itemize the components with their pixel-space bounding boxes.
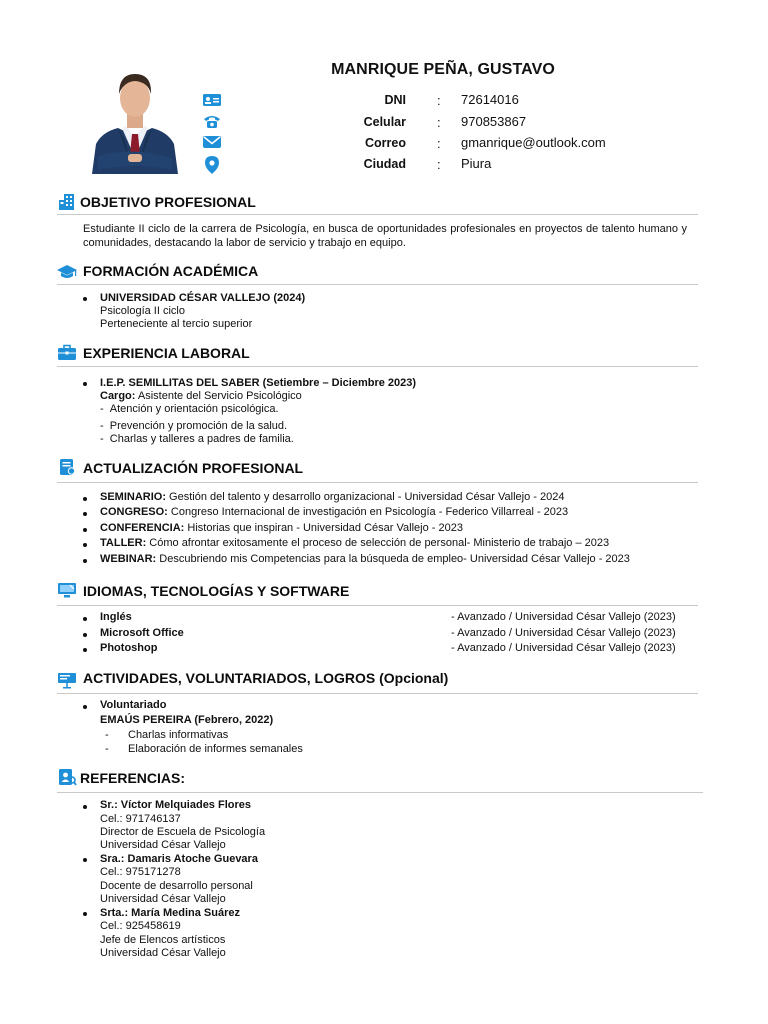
section-divider xyxy=(57,366,698,367)
reference-org: Universidad César Vallejo xyxy=(100,947,226,959)
list-bullet xyxy=(83,648,87,652)
contact-label-city: Ciudad xyxy=(363,157,406,171)
section-title-objective: OBJETIVO PROFESIONAL xyxy=(80,194,256,210)
list-bullet xyxy=(83,559,87,563)
education-line: Psicología II ciclo xyxy=(100,305,185,317)
list-bullet xyxy=(83,382,87,386)
training-item: WEBINAR: Descubriendo mis Competencias para la búsqueda de empleo- Universidad César Vallejo - 2023 xyxy=(100,553,630,565)
contact-separator: : xyxy=(437,136,441,151)
reference-org: Universidad César Vallejo xyxy=(100,893,226,905)
contact-separator: : xyxy=(437,157,441,172)
computer-icon xyxy=(57,581,77,599)
contact-separator: : xyxy=(437,93,441,108)
activity-org: EMAÚS PEREIRA (Febrero, 2022) xyxy=(100,714,274,726)
reference-name: Srta.: María Medina Suárez xyxy=(100,907,240,919)
activity-type: Voluntariado xyxy=(100,699,167,711)
contacts-book-icon xyxy=(57,768,77,786)
experience-company: I.E.P. SEMILLITAS DEL SABER (Setiembre – Diciembre 2023) xyxy=(100,377,417,389)
section-divider xyxy=(57,284,698,285)
reference-phone: Cel.: 971746137 xyxy=(100,813,181,825)
list-bullet xyxy=(83,912,87,916)
section-title-education: FORMACIÓN ACADÉMICA xyxy=(83,263,259,279)
training-item: TALLER: Cómo afrontar exitosamente el proceso de selección de personal- Ministerio de trabajo – 2023 xyxy=(100,537,610,549)
contact-value-city: Piura xyxy=(461,156,492,171)
graduation-cap-icon xyxy=(57,263,77,281)
training-item: CONGRESO: Congreso Internacional de investigación en Psicología - Federico Villarreal - 2023 xyxy=(100,506,569,518)
contact-label-email: Correo xyxy=(365,136,406,150)
certificate-icon xyxy=(57,458,77,476)
reference-name: Sra.: Damaris Atoche Guevara xyxy=(100,853,258,865)
list-bullet xyxy=(83,633,87,637)
experience-role xyxy=(100,390,302,404)
experience-task: - Atención y orientación psicológica. xyxy=(100,403,279,415)
contact-value-email: gmanrique@outlook.com xyxy=(461,135,606,150)
training-item: CONFERENCIA: Historias que inspiran - Universidad César Vallejo - 2023 xyxy=(100,522,463,534)
briefcase-icon xyxy=(57,343,77,361)
profile-photo xyxy=(88,66,182,174)
list-bullet xyxy=(83,858,87,862)
contact-value-phone: 970853867 xyxy=(461,114,527,129)
location-pin-icon xyxy=(202,155,222,175)
training-item: SEMINARIO: Gestión del talento y desarrollo organizacional - Universidad César Vallejo - 2024 xyxy=(100,491,565,503)
contact-separator: : xyxy=(437,115,441,130)
role-value: Asistente del Servicio Psicológico xyxy=(135,390,302,402)
skill-level: - Avanzado / Universidad César Vallejo (2023) xyxy=(451,627,676,639)
section-title-experience: EXPERIENCIA LABORAL xyxy=(83,345,250,361)
skill-name: Photoshop xyxy=(100,642,158,654)
skill-name: Inglés xyxy=(100,611,132,623)
candidate-name: MANRIQUE PEÑA, GUSTAVO xyxy=(331,61,555,78)
reference-position: Docente de desarrollo personal xyxy=(100,880,253,892)
reference-phone: Cel.: 925458619 xyxy=(100,920,181,932)
reference-position: Director de Escuela de Psicología xyxy=(100,826,266,838)
skill-level: - Avanzado / Universidad César Vallejo (2023) xyxy=(451,642,676,654)
reference-phone: Cel.: 975171278 xyxy=(100,866,181,878)
section-divider xyxy=(57,605,698,606)
skill-level: - Avanzado / Universidad César Vallejo (2023) xyxy=(451,611,676,623)
experience-task: - Charlas y talleres a padres de familia. xyxy=(100,433,294,445)
list-bullet xyxy=(83,297,87,301)
education-institution: UNIVERSIDAD CÉSAR VALLEJO (2024) xyxy=(100,292,306,304)
contact-value-dni: 72614016 xyxy=(461,92,519,107)
skill-name: Microsoft Office xyxy=(100,627,184,639)
list-bullet xyxy=(83,528,87,532)
list-bullet xyxy=(83,543,87,547)
activity-task: Elaboración de informes semanales xyxy=(128,743,303,755)
reference-org: Universidad César Vallejo xyxy=(100,839,226,851)
activity-task: - xyxy=(105,743,109,755)
role-label: Cargo: xyxy=(100,390,136,402)
section-title-activities: ACTIVIDADES, VOLUNTARIADOS, LOGROS (Opcional) xyxy=(83,670,449,686)
education-line: Perteneciente al tercio superior xyxy=(100,318,253,330)
list-bullet xyxy=(83,617,87,621)
list-bullet xyxy=(83,512,87,516)
section-title-references: REFERENCIAS: xyxy=(80,770,186,786)
contact-label-dni: DNI xyxy=(384,93,406,107)
list-bullet xyxy=(83,497,87,501)
id-card-icon xyxy=(202,92,222,108)
building-icon xyxy=(57,193,77,211)
experience-task: - Prevención y promoción de la salud. xyxy=(100,420,288,432)
reference-name: Sr.: Víctor Melquiades Flores xyxy=(100,799,251,811)
contact-label-phone: Celular xyxy=(363,115,406,129)
activity-task: Charlas informativas xyxy=(128,729,229,741)
section-divider xyxy=(57,214,698,215)
list-bullet xyxy=(83,805,87,809)
section-divider xyxy=(57,482,698,483)
objective-text: Estudiante II ciclo de la carrera de Psicología, en busca de oportunidades profesionales en proyectos de talento humano y comunidades, destacando la labor de servicio y trabajo en equipo. xyxy=(83,223,687,249)
reference-position: Jefe de Elencos artísticos xyxy=(100,934,226,946)
section-divider xyxy=(57,792,703,793)
presentation-board-icon xyxy=(57,671,77,689)
section-title-training: ACTUALIZACIÓN PROFESIONAL xyxy=(83,460,304,476)
phone-icon xyxy=(202,113,222,129)
section-divider xyxy=(57,693,698,694)
activity-task: - xyxy=(105,729,109,741)
envelope-icon xyxy=(202,134,222,150)
section-title-skills: IDIOMAS, TECNOLOGÍAS Y SOFTWARE xyxy=(83,583,350,599)
list-bullet xyxy=(83,705,87,709)
